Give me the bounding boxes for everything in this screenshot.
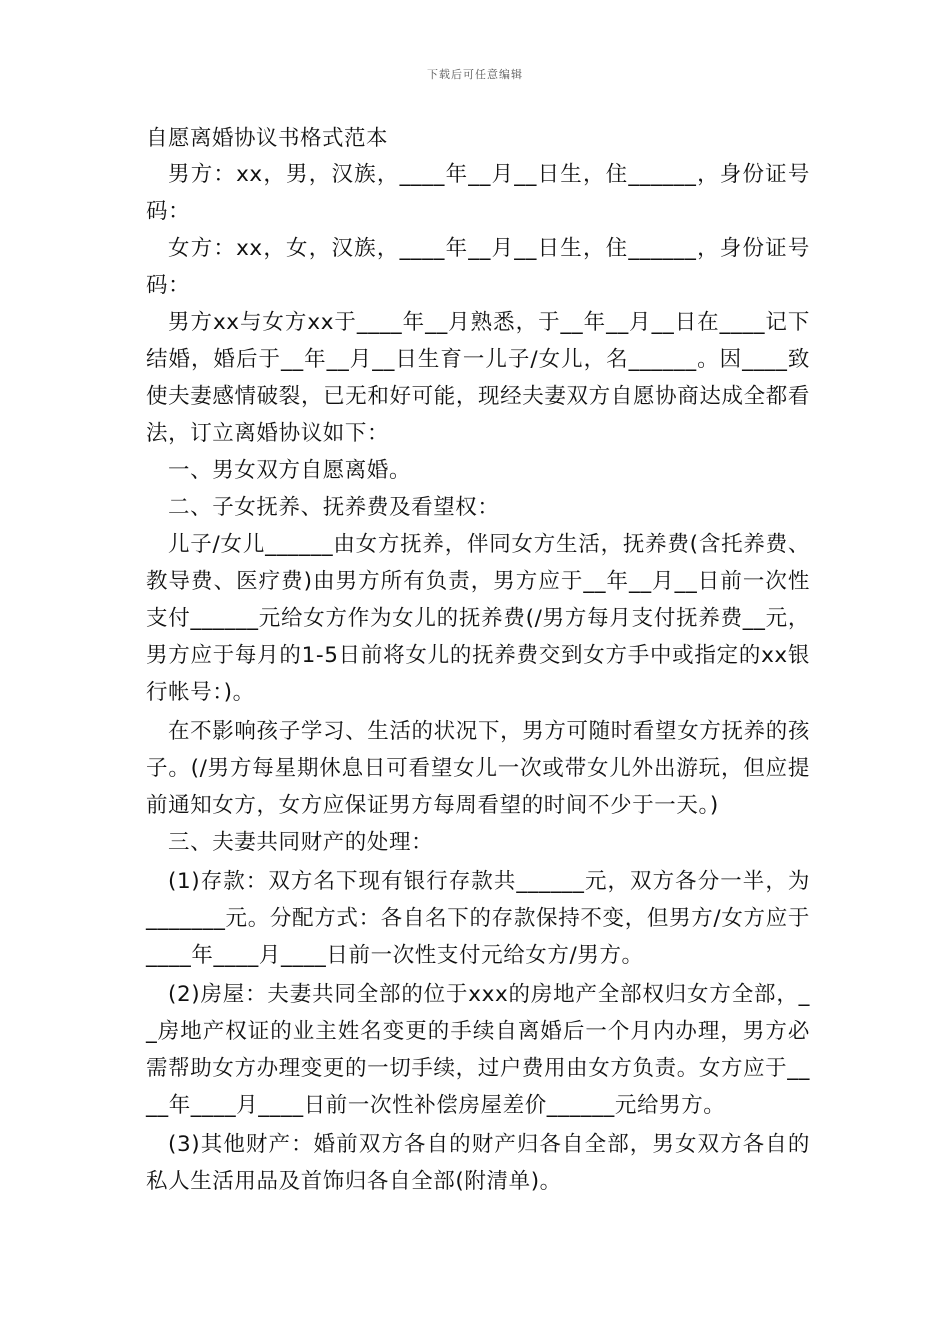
clause-3-deposits: (1)存款：双方名下现有银行存款共______元，双方各分一半，为_______元。分配方式：各自名下的存款保持不变，但男方/女方应于____年____月____日前一次性支付元给女方/男方。 [146, 869, 810, 968]
clause-3-heading: 三、夫妻共同财产的处理： [168, 830, 434, 855]
page-header-note: 下载后可任意编辑 [427, 68, 523, 81]
document-body [146, 122, 810, 1200]
clause-2-custody: 儿子/女儿______由女方抚养，伴同女方生活，抚养费(含托养费、教导费、医疗费)由男方所有负责，男方应于__年__月__日前一次性支付______元给女方作为女儿的抚养费(/男方每月支付抚养费__元，男方应于每月的1-5日前将女儿的抚养费交到女方手中或指定的xx银行帐号：)。 [146, 532, 810, 705]
clause-3-house: (2)房屋：夫妻共同全部的位于xxx的房地产全部权归女方全部，__房地产权证的业主姓名变更的手续自离婚后一个月内办理，男方必需帮助女方办理变更的一切手续，过户费用由女方负责。女方应于____年____月____日前一次性补偿房屋差价______元给男方。 [146, 982, 810, 1118]
paragraph-wife-info: 女方：xx，女，汉族，____年__月__日生，住______，身份证号码： [146, 236, 810, 298]
document-title: 自愿离婚协议书格式范本 [146, 126, 389, 151]
clause-2-visitation: 在不影响孩子学习、生活的状况下，男方可随时看望女方抚养的孩子。(/男方每星期休息日可看望女儿一次或带女儿外出游玩，但应提前通知女方，女方应保证男方每周看望的时间不少于一天。) [146, 719, 810, 818]
clause-2-heading: 二、子女抚养、抚养费及看望权： [168, 495, 500, 520]
paragraph-background: 男方xx与女方xx于____年__月熟悉，于__年__月__日在____记下结婚，婚后于__年__月__日生育一儿子/女儿，名______。因____致使夫妻感情破裂，已无和好可能，现经夫妻双方自愿协商达成全都看法，订立离婚协议如下： [146, 310, 810, 446]
clause-3-other-property: (3)其他财产：婚前双方各自的财产归各自全部，男女双方各自的私人生活用品及首饰归各自全部(附清单)。 [146, 1132, 810, 1194]
paragraph-husband-info: 男方：xx，男，汉族，____年__月__日生，住______，身份证号码： [146, 162, 810, 224]
clause-1-divorce: 一、男女双方自愿离婚。 [168, 458, 412, 483]
